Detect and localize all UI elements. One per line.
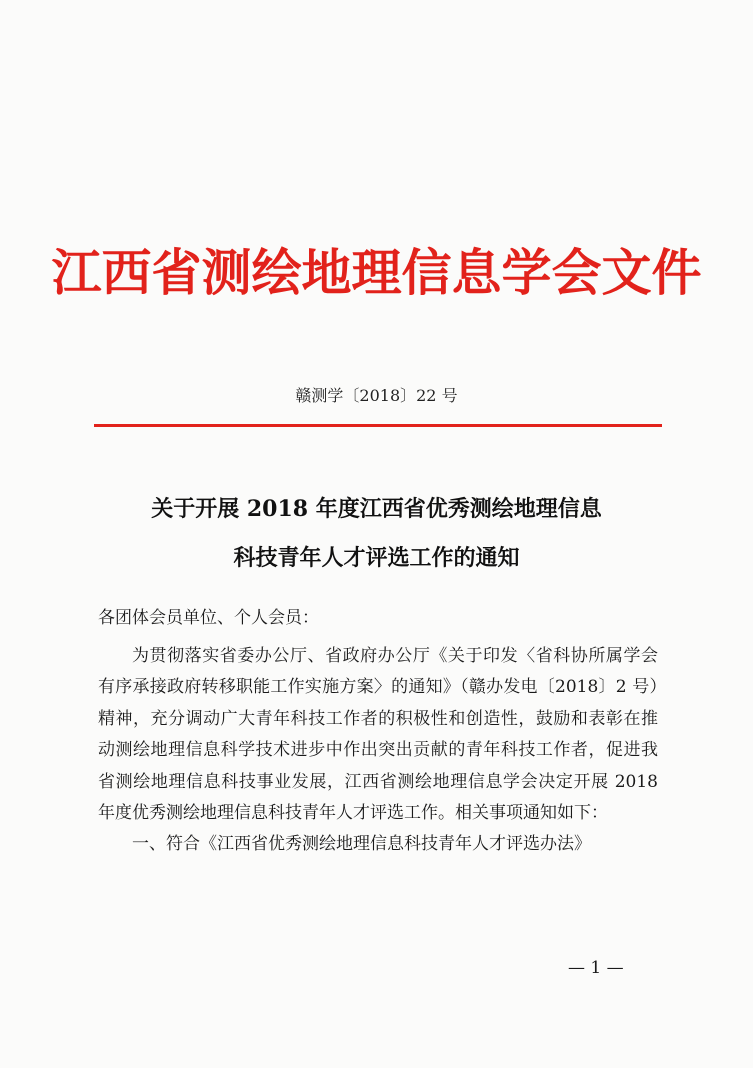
- notice-title-line-1: 关于开展 2018 年度江西省优秀测绘地理信息: [151, 496, 602, 522]
- body-paragraph-2: 一、符合《江西省优秀测绘地理信息科技青年人才评选办法》: [132, 834, 591, 855]
- org-header-title: 江西省测绘地理信息学会文件: [51, 244, 702, 302]
- page-number: — 1 —: [568, 958, 624, 978]
- body-text: [98, 641, 658, 861]
- salutation: 各团体会员单位、个人会员：: [98, 608, 319, 628]
- body-paragraph-1: 为贯彻落实省委办公厅、省政府办公厅《关于印发〈省科协所属学会有序承接政府转移职能工作实施方案〉的通知》（赣办发电〔2018〕2 号）精神，充分调动广大青年科技工作者的积极性和创造性，鼓励和表彰在推动测绘地理信息科学技术进步中作出突出贡献的青年科技工作者，促进我省测绘地理信息科技事业发展，江西省测绘地理信息学会决定开展 2018 年度优秀测绘地理信息科技青年人才评选工作。相关事项通知如下：: [98, 646, 658, 824]
- document-number: 赣测学〔2018〕22 号: [295, 386, 458, 405]
- red-divider-line: [94, 424, 662, 427]
- notice-title-line-2: 科技青年人才评选工作的通知: [233, 545, 520, 571]
